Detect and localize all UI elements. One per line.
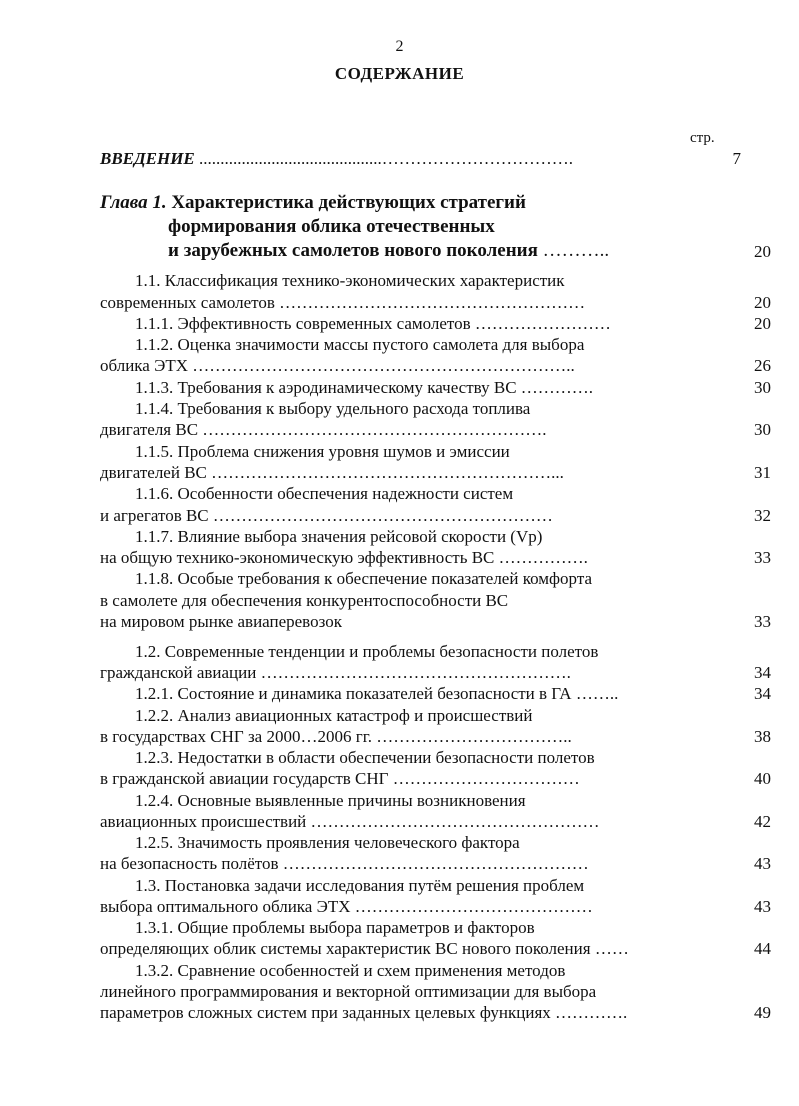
toc-entry-line: 1.2.1. Состояние и динамика показателей безопасности в ГА …….. [135, 684, 619, 703]
toc-entry-line: 1.2.3. Недостатки в области обеспечении безопасности полетов [135, 748, 595, 767]
toc-entry-line: двигателей ВС ……………………………………………………... [100, 463, 564, 482]
toc-entry-line: 1.1. Классификация технико-экономических характеристик [135, 271, 565, 290]
toc-entry-page: 40 [754, 769, 771, 788]
toc-entry-page: 43 [754, 897, 771, 916]
introduction-page: 7 [732, 149, 741, 168]
toc-entry-introduction [100, 148, 573, 169]
toc-entry-page: 31 [754, 463, 771, 482]
toc-entry-line: 1.1.2. Оценка значимости массы пустого самолета для выбора [135, 335, 585, 354]
toc-entry-line: 1.2. Современные тенденции и проблемы безопасности полетов [135, 642, 599, 661]
toc-entry-page: 38 [754, 727, 771, 746]
toc-entry-line: параметров сложных систем при заданных целевых функциях …………. [100, 1003, 628, 1022]
toc-entry-page: 34 [754, 663, 771, 682]
toc-entry-page: 33 [754, 612, 771, 631]
toc-entry-page: 43 [754, 854, 771, 873]
page-title: СОДЕРЖАНИЕ [334, 64, 465, 83]
chapter-heading-line [100, 191, 526, 214]
toc-entry-page: 30 [754, 420, 771, 439]
page-column-label: стр. [690, 130, 715, 146]
toc-entry-line: 1.1.6. Особенности обеспечения надежности систем [135, 484, 514, 503]
chapter-heading-line3 [168, 239, 609, 262]
toc-entry-line: и агрегатов ВС …………………………………………………… [100, 506, 553, 525]
toc-entry-line: двигателя ВС ……………………………………………………. [100, 420, 547, 439]
chapter-title-line3: и зарубежных самолетов нового поколения [168, 240, 538, 261]
toc-entry-page: 44 [754, 939, 771, 958]
toc-entry-page: 49 [754, 1003, 771, 1022]
toc-entry-line: 1.1.1. Эффективность современных самолетов …………………… [135, 314, 611, 333]
toc-entry-line: современных самолетов ……………………………………………… [100, 293, 586, 312]
toc-entry-line: 1.3.2. Сравнение особенностей и схем применения методов [135, 961, 566, 980]
toc-entry-page: 42 [754, 812, 771, 831]
toc-entry-line: авиационных происшествий …………………………………………… [100, 812, 600, 831]
introduction-dots: ...........................................……………………………. [194, 149, 574, 168]
toc-entry-line: на мировом рынке авиаперевозок [100, 612, 342, 631]
toc-entry-page: 33 [754, 548, 771, 567]
toc-entry-line: 1.3. Постановка задачи исследования путём решения проблем [135, 876, 585, 895]
toc-entry-line: в самолете для обеспечения конкурентоспособности ВС [100, 591, 509, 610]
toc-entry-line: в государствах СНГ за 2000…2006 гг. …………………………….. [100, 727, 572, 746]
toc-entry-line: 1.3.1. Общие проблемы выбора параметров и факторов [135, 918, 535, 937]
toc-entry-page: 20 [754, 314, 771, 333]
toc-entry-page: 34 [754, 684, 771, 703]
page-number: 2 [395, 38, 404, 55]
toc-entry-line: определяющих облик системы характеристик ВС нового поколения …… [100, 939, 629, 958]
toc-entry-line: линейного программирования и векторной оптимизации для выбора [100, 982, 597, 1001]
toc-entry-line: выбора оптимального облика ЭТХ …………………………………… [100, 897, 593, 916]
toc-entry-line: 1.1.5. Проблема снижения уровня шумов и эмиссии [135, 442, 510, 461]
toc-entry-line: 1.1.3. Требования к аэродинамическому качеству ВС …………. [135, 378, 594, 397]
toc-entry-line: гражданской авиации ………………………………………………. [100, 663, 571, 682]
toc-entry-line: на безопасность полётов ……………………………………………… [100, 854, 589, 873]
toc-entry-page: 32 [754, 506, 771, 525]
toc-entry-line: на общую технико-экономическую эффективность ВС ……………. [100, 548, 588, 567]
introduction-label: ВВЕДЕНИЕ [100, 149, 195, 168]
toc-entry-line: в гражданской авиации государств СНГ …………………………… [100, 769, 580, 788]
toc-entry-line: 1.2.4. Основные выявленные причины возникновения [135, 791, 526, 810]
chapter-title-line2: формирования облика отечественных [168, 216, 495, 237]
toc-entry-line: 1.2.2. Анализ авиационных катастроф и происшествий [135, 706, 533, 725]
toc-entry-page: 20 [754, 293, 771, 312]
toc-entry-line: 1.1.8. Особые требования к обеспечение показателей комфорта [135, 569, 593, 588]
chapter-title-line1: Характеристика действующих стратегий [166, 192, 526, 213]
chapter-dots: ……….. [537, 240, 610, 261]
toc-entry-line: 1.1.4. Требования к выбору удельного расхода топлива [135, 399, 531, 418]
toc-entry-line: облика ЭТХ ………………………………………………………….. [100, 356, 575, 375]
chapter-page: 20 [754, 242, 771, 261]
toc-entry-line: 1.2.5. Значимость проявления человеческого фактора [135, 833, 520, 852]
chapter-label: Глава 1. [100, 192, 167, 213]
toc-entry-line: 1.1.7. Влияние выбора значения рейсовой скорости (Vр) [135, 527, 543, 546]
toc-entry-page: 30 [754, 378, 771, 397]
toc-entry-page: 26 [754, 356, 771, 375]
